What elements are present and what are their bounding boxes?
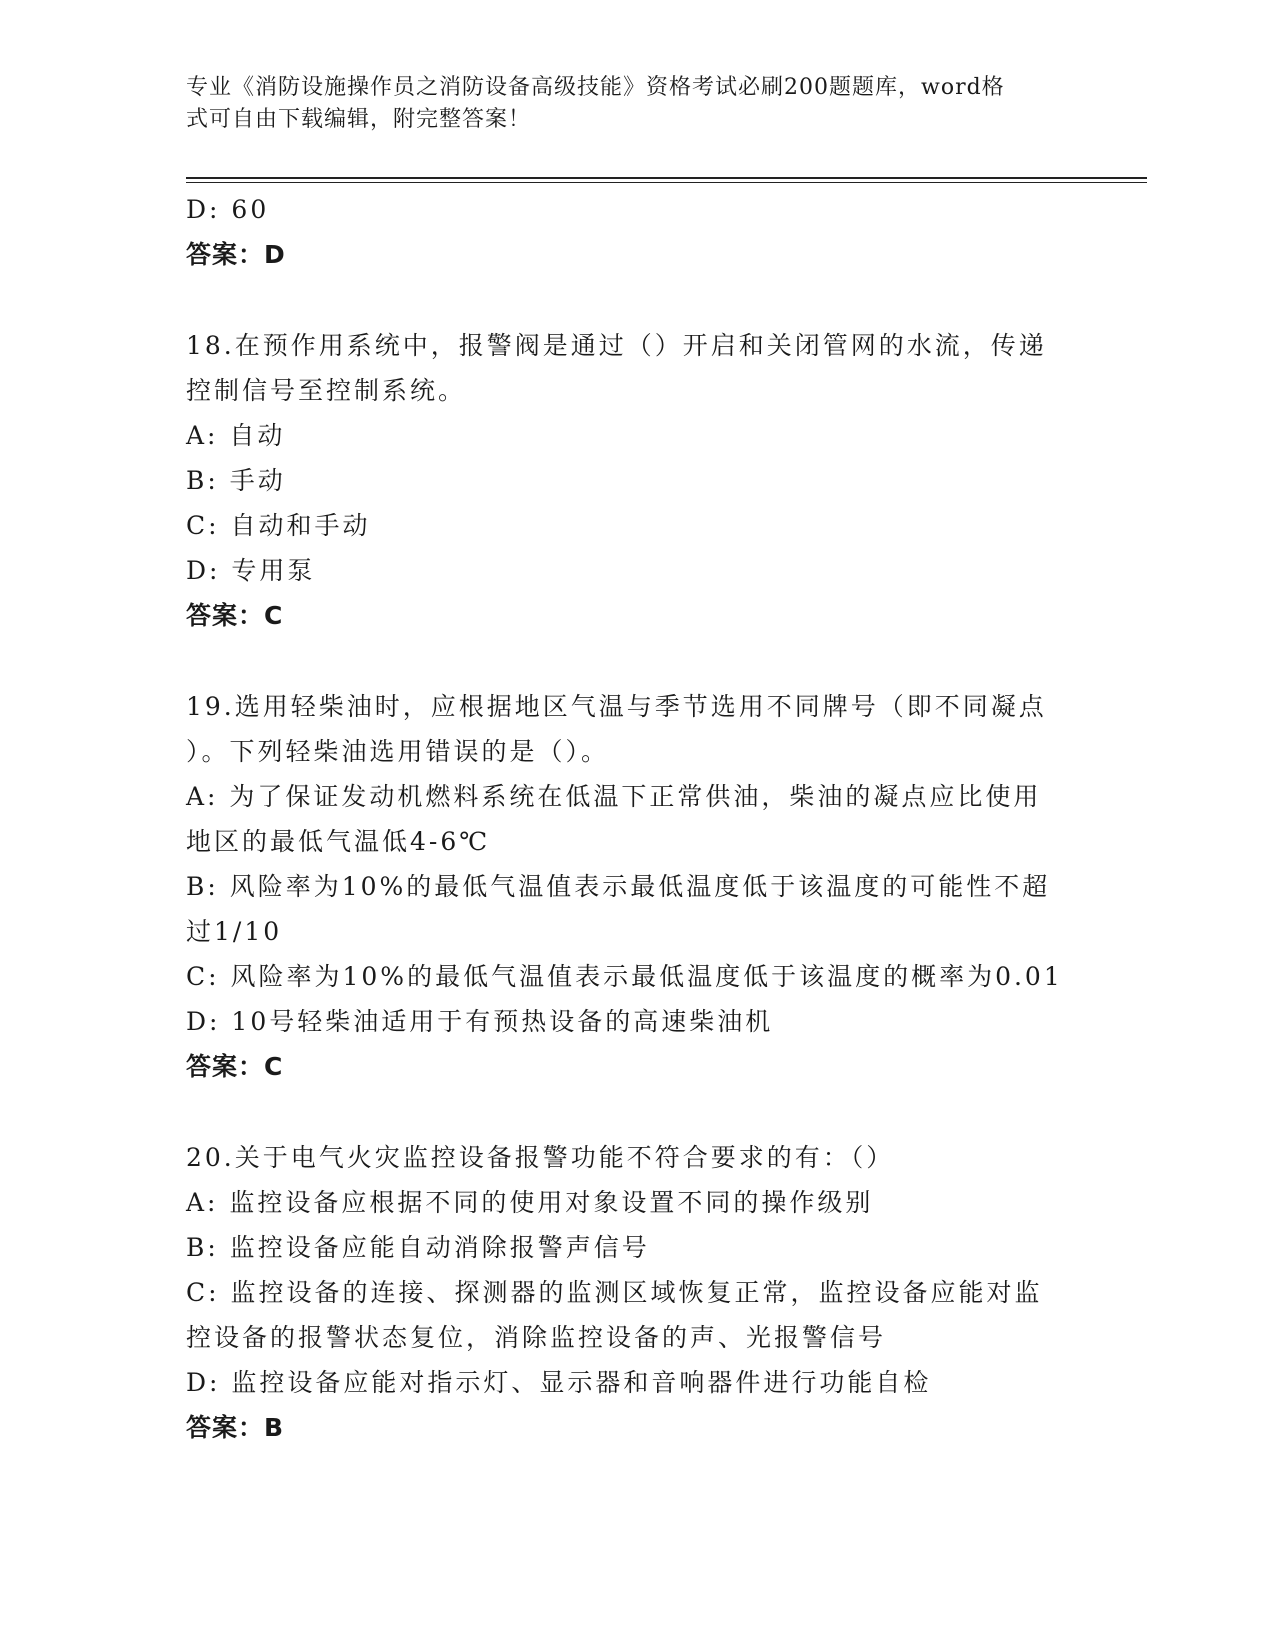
option-b: B: 监控设备应能自动消除报警声信号 [186,1233,650,1262]
option-d: D: 监控设备应能对指示灯、显示器和音响器件进行功能自检 [186,1368,932,1397]
question-stem: 19.选用轻柴油时，应根据地区气温与季节选用不同牌号（即不同凝点 [186,692,1047,721]
question-stem-continued: 控制信号至控制系统。 [186,376,467,405]
option-d: D: 60 [186,195,270,224]
option-c: C: 风险率为10%的最低气温值表示最低温度低于该温度的概率为0.01 [186,962,1063,991]
answer-label: 答案：D [186,240,286,269]
option-a: A: 监控设备应根据不同的使用对象设置不同的操作级别 [186,1188,874,1217]
question-19 [186,684,1086,1089]
answer-label: 答案：B [186,1413,285,1442]
page-header [186,72,1086,136]
option-a: A: 自动 [186,421,286,450]
option-a-continued: 地区的最低气温低4-6℃ [186,827,491,856]
option-d: D: 专用泵 [186,556,316,585]
question-18 [186,323,1086,638]
header-divider-thick [186,177,1147,179]
question-20 [186,1135,1086,1450]
question-17-tail [186,187,1086,277]
answer-label: 答案：C [186,1052,284,1081]
option-c: C: 自动和手动 [186,511,371,540]
answer-label: 答案：C [186,601,284,630]
header-line-1: 专业《消防设施操作员之消防设备高级技能》资格考试必刷200题题库，word格 [186,75,1005,100]
header-line-2: 式可自由下载编辑，附完整答案！ [186,107,532,132]
option-d: D: 10号轻柴油适用于有预热设备的高速柴油机 [186,1007,774,1036]
option-c-continued: 控设备的报警状态复位，消除监控设备的声、光报警信号 [186,1323,887,1352]
option-b-continued: 过1/10 [186,917,283,946]
option-b: B: 手动 [186,466,286,495]
option-b: B: 风险率为10%的最低气温值表示最低温度低于该温度的可能性不超 [186,872,1051,901]
question-list [186,187,1086,1450]
option-c: C: 监控设备的连接、探测器的监测区域恢复正常，监控设备应能对监 [186,1278,1043,1307]
option-a: A: 为了保证发动机燃料系统在低温下正常供油，柴油的凝点应比使用 [186,782,1042,811]
question-stem-continued: ）。下列轻柴油选用错误的是（）。 [186,737,610,766]
question-stem: 18.在预作用系统中，报警阀是通过（）开启和关闭管网的水流，传递 [186,331,1047,360]
question-stem: 20.关于电气火灾监控设备报警功能不符合要求的有：（） [186,1143,895,1172]
header-divider-thin [186,182,1147,183]
